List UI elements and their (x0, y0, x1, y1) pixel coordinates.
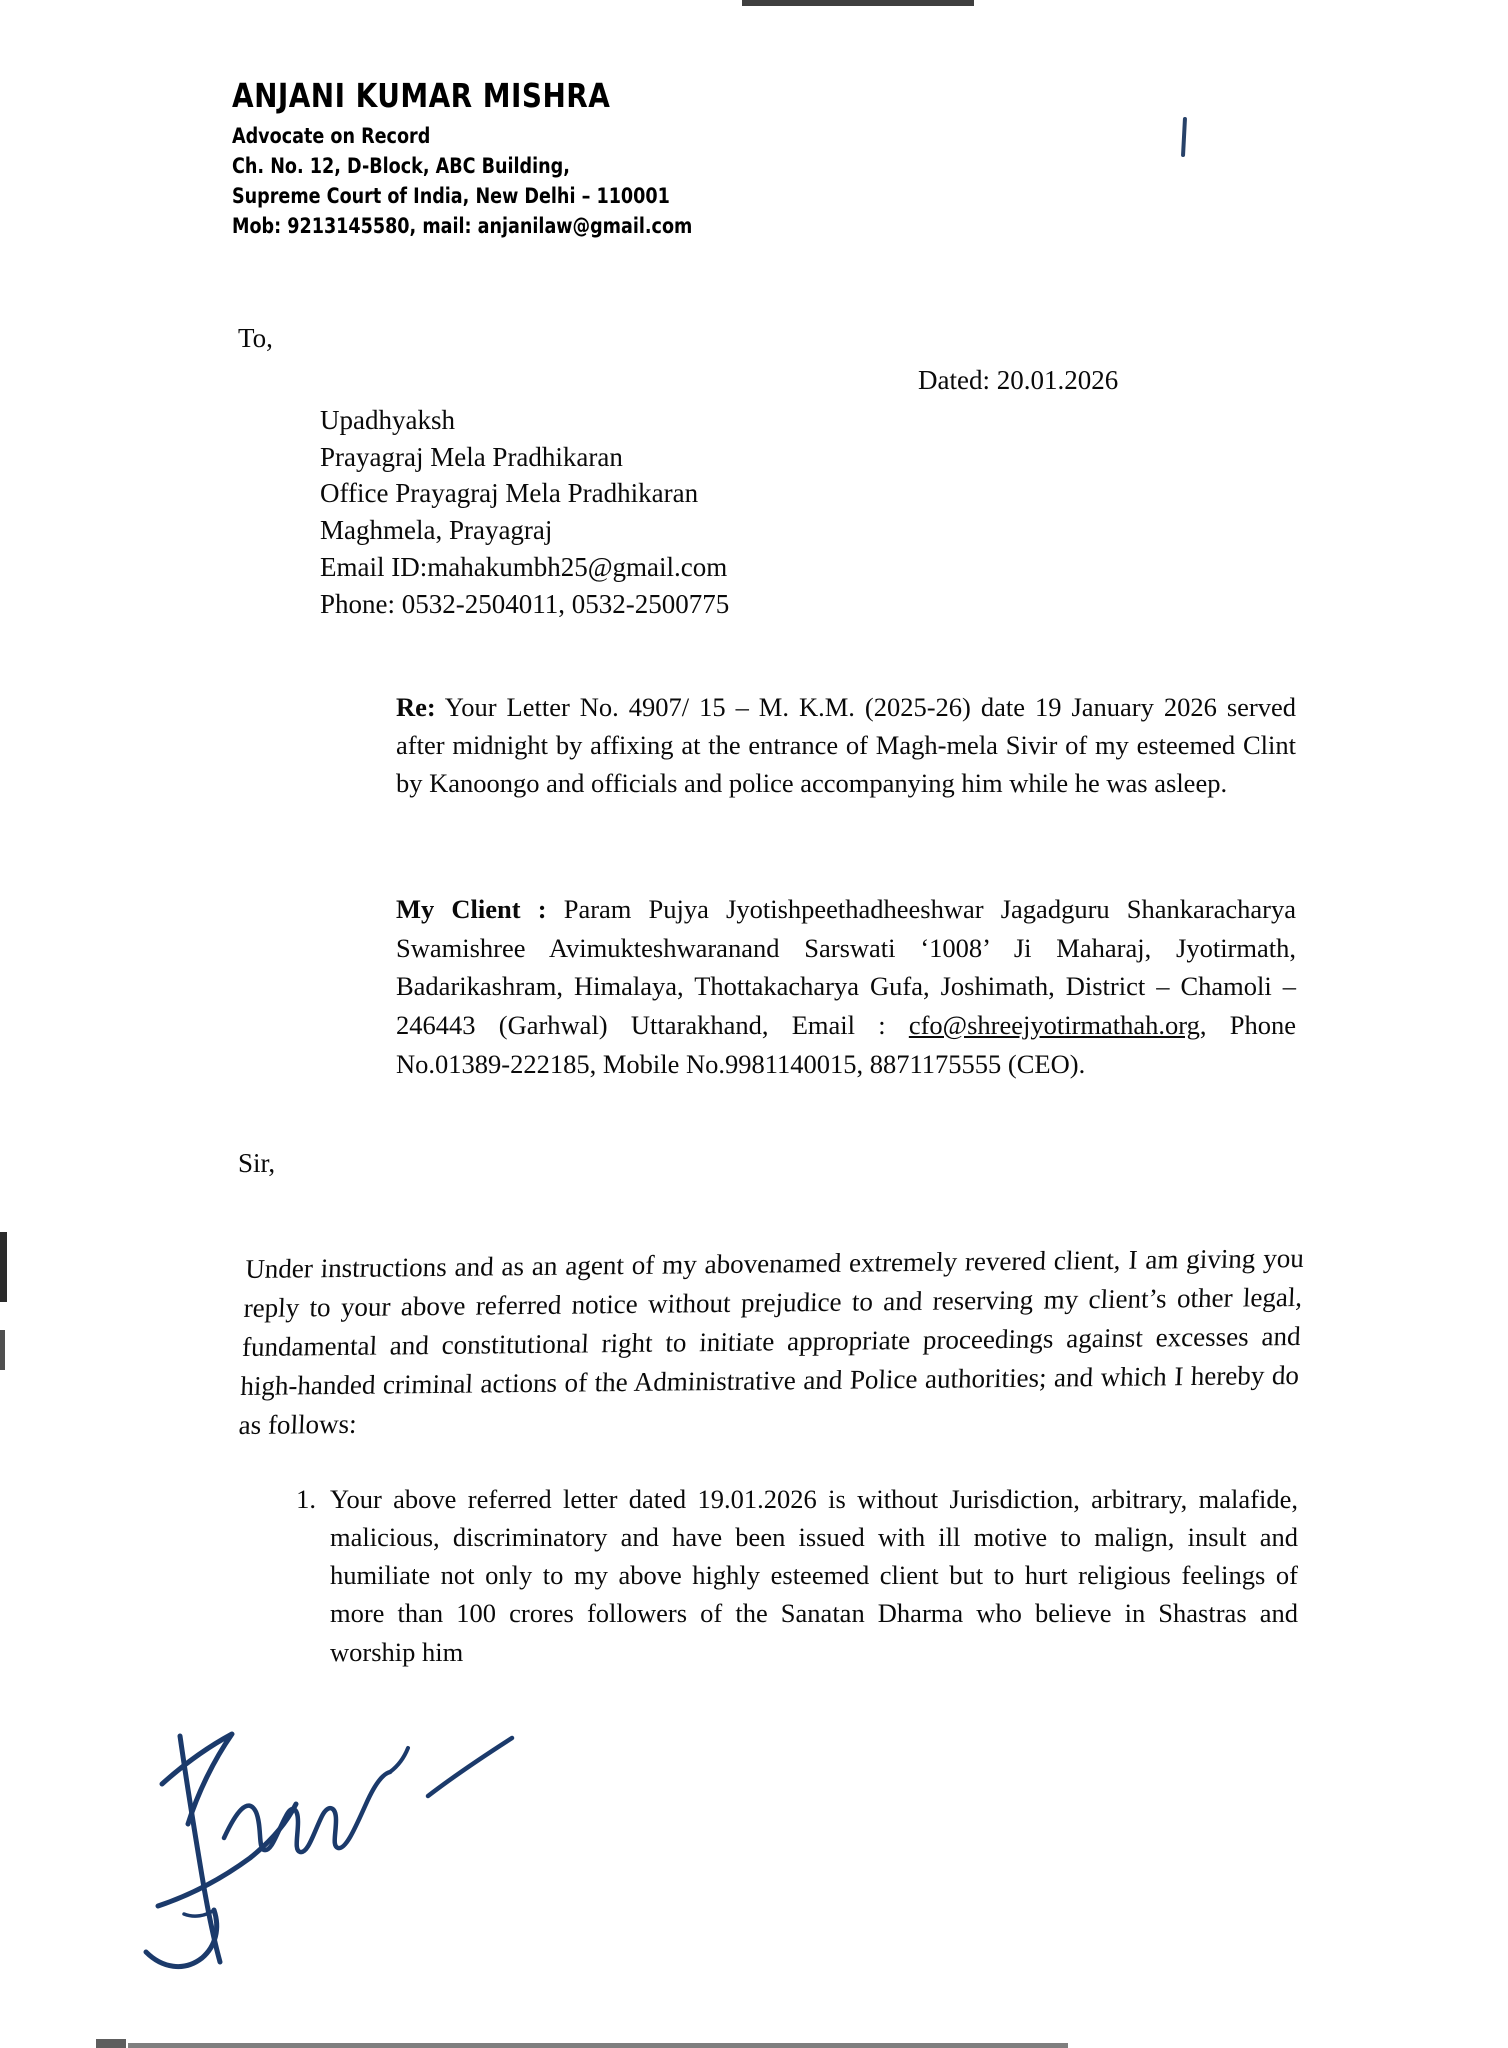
list-item-marker: 1. (296, 1484, 316, 1514)
client-details-block (396, 890, 1296, 1083)
advocate-designation: Advocate on Record (232, 123, 431, 148)
re-label: Re: (396, 692, 436, 722)
client-text-after-email: , Phone No.01389-222185, Mobile No.9981140015, 8871175555 (CEO). (396, 1010, 1297, 1079)
list-item (282, 1480, 1298, 1671)
advocate-contact: Mob: 9213145580, mail: anjanilaw@gmail.com (232, 213, 693, 238)
pen-mark-icon (1181, 117, 1187, 157)
scan-artifact-left-upper (0, 1232, 7, 1302)
recipient-line: Upadhyaksh (320, 405, 455, 435)
advocate-name: ANJANI KUMAR MISHRA (232, 76, 611, 115)
recipient-line: Office Prayagraj Mela Pradhikaran (320, 478, 699, 509)
handwritten-signature (128, 1700, 558, 1990)
recipient-line: Email ID:mahakumbh25@gmail.com (320, 551, 728, 582)
recipient-line: Maghmela, Prayagraj (320, 515, 553, 546)
body-paragraph (238, 1242, 1305, 1444)
letter-date: Dated: 20.01.2026 (918, 365, 1119, 395)
letterhead (232, 78, 992, 241)
to-label: To, (238, 323, 273, 353)
client-email-link[interactable]: cfo@shreejyotirmathah.org (908, 1010, 1200, 1041)
scan-artifact-bottom-corner (96, 2039, 126, 2048)
scan-artifact-top (742, 0, 974, 6)
advocate-court-address: Supreme Court of India, New Delhi – 110001 (232, 183, 670, 208)
recipient-address-block (320, 402, 729, 622)
numbered-list (282, 1480, 1298, 1671)
subject-reference-block (396, 688, 1296, 802)
re-text: Your Letter No. 4907/ 15 – M. K.M. (2025-26) date 19 January 2026 served after midnight by affixing at the entrance of Magh-mela Sivir of my esteemed Clint by Kanoongo and officials and police accompanying him while he was asleep. (396, 692, 1296, 799)
client-text-before-email: Param Pujya Jyotishpeethadheeshwar Jagadguru Shankaracharya Swamishree Avimukteshwaranand Sarswati ‘1008’ Ji Maharaj, Jyotirmath, Badarikashram, Himalaya, Thottakacharya Gufa, Joshimath, District – Chamoli – 246443 (Garhwal) Uttarakhand, Email : (396, 894, 1296, 1041)
list-item-text: Your above referred letter dated 19.01.2026 is without Jurisdiction, arbitrary, malafide, malicious, discriminatory and have been issued with ill motive to malign, insult and humiliate not only to my above highly esteemed client but to hurt religious feelings of more than 100 crores followers of the Sanatan Dharma who believe in Shastras and worship him (330, 1484, 1298, 1667)
scan-artifact-bottom (128, 2043, 1068, 2048)
my-client-label: My Client : (396, 894, 547, 924)
body-paragraph-text: Under instructions and as an agent of my abovenamed extremely revered client, I am giving you reply to your above referred notice without prejudice to and reserving my client’s other legal, fundamental and constitutional right to initiate appropriate proceedings against excesses and high-handed criminal actions of the Administrative and Police authorities; and which I hereby do as follows: (238, 1242, 1305, 1440)
advocate-chamber-address: Ch. No. 12, D-Block, ABC Building, (232, 153, 570, 178)
scan-artifact-left-lower (0, 1330, 5, 1370)
recipient-line: Phone: 0532-2504011, 0532-2500775 (320, 588, 730, 619)
recipient-line: Prayagraj Mela Pradhikaran (320, 441, 623, 472)
salutation: Sir, (238, 1148, 276, 1178)
